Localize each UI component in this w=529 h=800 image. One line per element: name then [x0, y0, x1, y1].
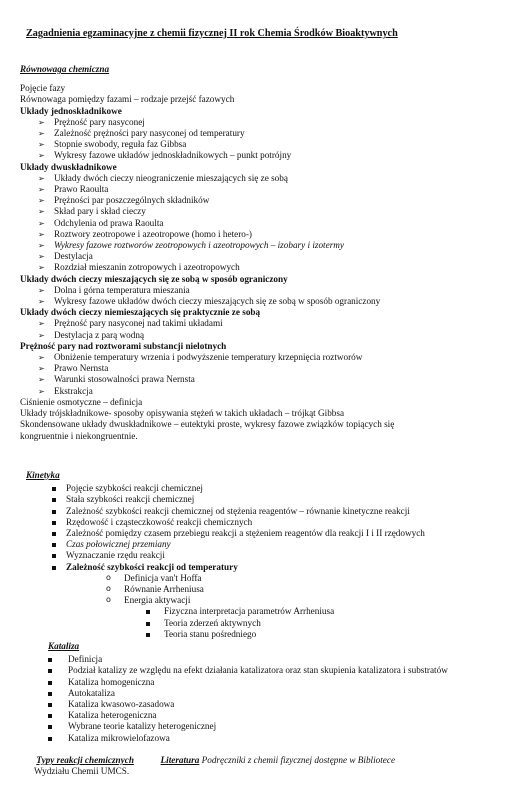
list-item: o Energia aktywacji [26, 595, 526, 606]
list-kinetyka [26, 483, 526, 573]
list-item: Kataliza heterogeniczna [18, 710, 529, 721]
list-item: ➢ Wykresy fazowe układów dwóch cieczy mieszających się ze sobą w sposób ograniczony [20, 296, 520, 307]
list-item: Pojęcie szybkości reakcji chemicznej [26, 483, 526, 494]
list-item: Kataliza kwasowo-zasadowa [18, 699, 529, 710]
literatura-label: Literatura [160, 755, 200, 765]
list-item: ➢ Roztwory zeotropowe i azeotropowe (homo i hetero-) [20, 229, 520, 240]
subheading: Układy dwóch cieczy niemieszających się praktycznie ze sobą [20, 307, 261, 318]
list-item: ➢ Wykresy fazowe układów jednoskładnikowych – punkt potrójny [20, 150, 520, 161]
list-item: Wyznaczanie rzędu reakcji [26, 550, 526, 561]
text-line: Pojęcie fazy [20, 83, 66, 94]
list-item: Teoria stanu pośredniego [26, 629, 526, 640]
list-dwuskladnikowe [20, 173, 520, 274]
list-item: ➢ Ekstrakcja [20, 386, 520, 397]
list-item: Zależność pomiędzy czasem przebiegu reakcji a stężeniem reagentów dla reakcji I i II rzędowych [26, 528, 526, 539]
footer [20, 755, 520, 777]
list-item: Teoria zderzeń aktywnych [26, 618, 526, 629]
list-item: ➢ Odchylenia od prawa Raoulta [20, 218, 520, 229]
list-item: Rzędowość i cząsteczkowość reakcji chemicznych [26, 517, 526, 528]
list-energia [26, 606, 526, 640]
list-nielotne [20, 352, 520, 397]
section-rownowaga [20, 64, 520, 442]
list-item: ➢ Rozdział mieszanin zotropowych i azeotropowych [20, 262, 520, 273]
footer-wydzial: Wydziału Chemii UMCS. [34, 766, 130, 777]
list-item: Wybrane teorie katalizy heterogenicznej [18, 721, 529, 732]
list-item: ➢ Destylacja z parą wodną [20, 330, 520, 341]
section-heading-kataliza: Kataliza [48, 641, 80, 651]
section-heading-rownowaga: Równowaga chemiczna [20, 64, 110, 74]
list-item: Definicja [18, 654, 529, 665]
subheading: Układy jednoskładnikowe [20, 105, 122, 116]
list-item: Podział katalizy ze względu na efekt działania katalizatora oraz stan skupienia katalizatora i substratów [18, 665, 529, 676]
list-item: Kataliza mikrowielofazowa [18, 733, 529, 744]
section-heading-kinetyka: Kinetyka [26, 470, 60, 480]
list-item: Zależność szybkości reakcji chemicznej od stężenia reagentów – równanie kinetyczne reakcji [26, 506, 526, 517]
document-title: Zagadnienia egzaminacyjne z chemii fizycznej II rok Chemia Środków Bioaktywnych [26, 28, 398, 39]
list-item: ➢ Prężność pary nasyconej nad takimi układami [20, 318, 520, 329]
list-item: Czas połowicznej przemiany [26, 539, 526, 550]
list-temperatura [26, 573, 526, 607]
list-item: o Definicja van't Hoffa [26, 573, 526, 584]
list-item: Kataliza homogeniczna [18, 677, 529, 688]
list-item: ➢ Warunki stosowalności prawa Nernsta [20, 374, 520, 385]
list-ograniczone [20, 285, 520, 307]
list-item: ➢ Prawo Nernsta [20, 363, 520, 374]
section-kinetyka [26, 470, 526, 640]
list-item: Stała szybkości reakcji chemicznej [26, 494, 526, 505]
list-item: ➢ Prężność pary nasyconej [20, 117, 520, 128]
list-item: ➢ Stopnie swobody, reguła faz Gibbsa [20, 139, 520, 150]
list-item: Fizyczna interpretacja parametrów Arrheniusa [26, 606, 526, 617]
list-item: ➢ Prężności par poszczególnych składników [20, 195, 520, 206]
list-niemieszajace [20, 318, 520, 340]
list-item: ➢ Skład pary i skład cieczy [20, 206, 520, 217]
section-kataliza [48, 641, 529, 744]
subheading: Układy dwóch cieczy mieszających się ze sobą w sposób ograniczony [20, 273, 288, 284]
text-line: Ciśnienie osmotyczne – definicja [20, 396, 143, 407]
section-heading-typy: Typy reakcji chemicznych [36, 755, 134, 765]
list-item: ➢ Prawo Raoulta [20, 184, 520, 195]
text-line: Układy trójskładnikowe- sposoby opisywania stężeń w takich układach – trójkąt Gibbsa [20, 408, 345, 419]
subheading: Prężność pary nad roztworami substancji nielotnych [20, 340, 227, 351]
list-jednoskladnikowe [20, 117, 520, 162]
list-item: Zależność szybkości reakcji od temperatury [26, 562, 526, 573]
footer-line [20, 755, 520, 766]
list-item: ➢ Obniżenie temperatury wrzenia i podwyższenie temperatury krzepnięcia roztworów [20, 352, 520, 363]
list-kataliza [18, 654, 529, 744]
subheading: Układy dwuskładnikowe [20, 161, 117, 172]
list-item: o Równanie Arrheniusa [26, 584, 526, 595]
list-item: ➢ Destylacja [20, 251, 520, 262]
literatura-text: Podręczniki z chemii fizycznej dostępne w Bibliotece [201, 755, 396, 765]
text-line: Równowaga pomiędzy fazami – rodzaje przejść fazowych [20, 94, 235, 105]
list-item: ➢ Zależność prężności pary nasyconej od temperatury [20, 128, 520, 139]
list-item: ➢ Wykresy fazowe roztworów zeotropowych i azeotropowych – izobary i izotermy [20, 240, 520, 251]
list-item: ➢ Dolna i górna temperatura mieszania [20, 285, 520, 296]
text-line: Skondensowane układy dwuskładnikowe – eutektyki proste, wykresy fazowe związków topiących się [20, 419, 395, 430]
text-line: kongruentnie i niekongruentnie. [20, 430, 138, 441]
list-item: Autokataliza [18, 688, 529, 699]
list-item: ➢ Układy dwóch cieczy nieograniczenie mieszających się ze sobą [20, 173, 520, 184]
